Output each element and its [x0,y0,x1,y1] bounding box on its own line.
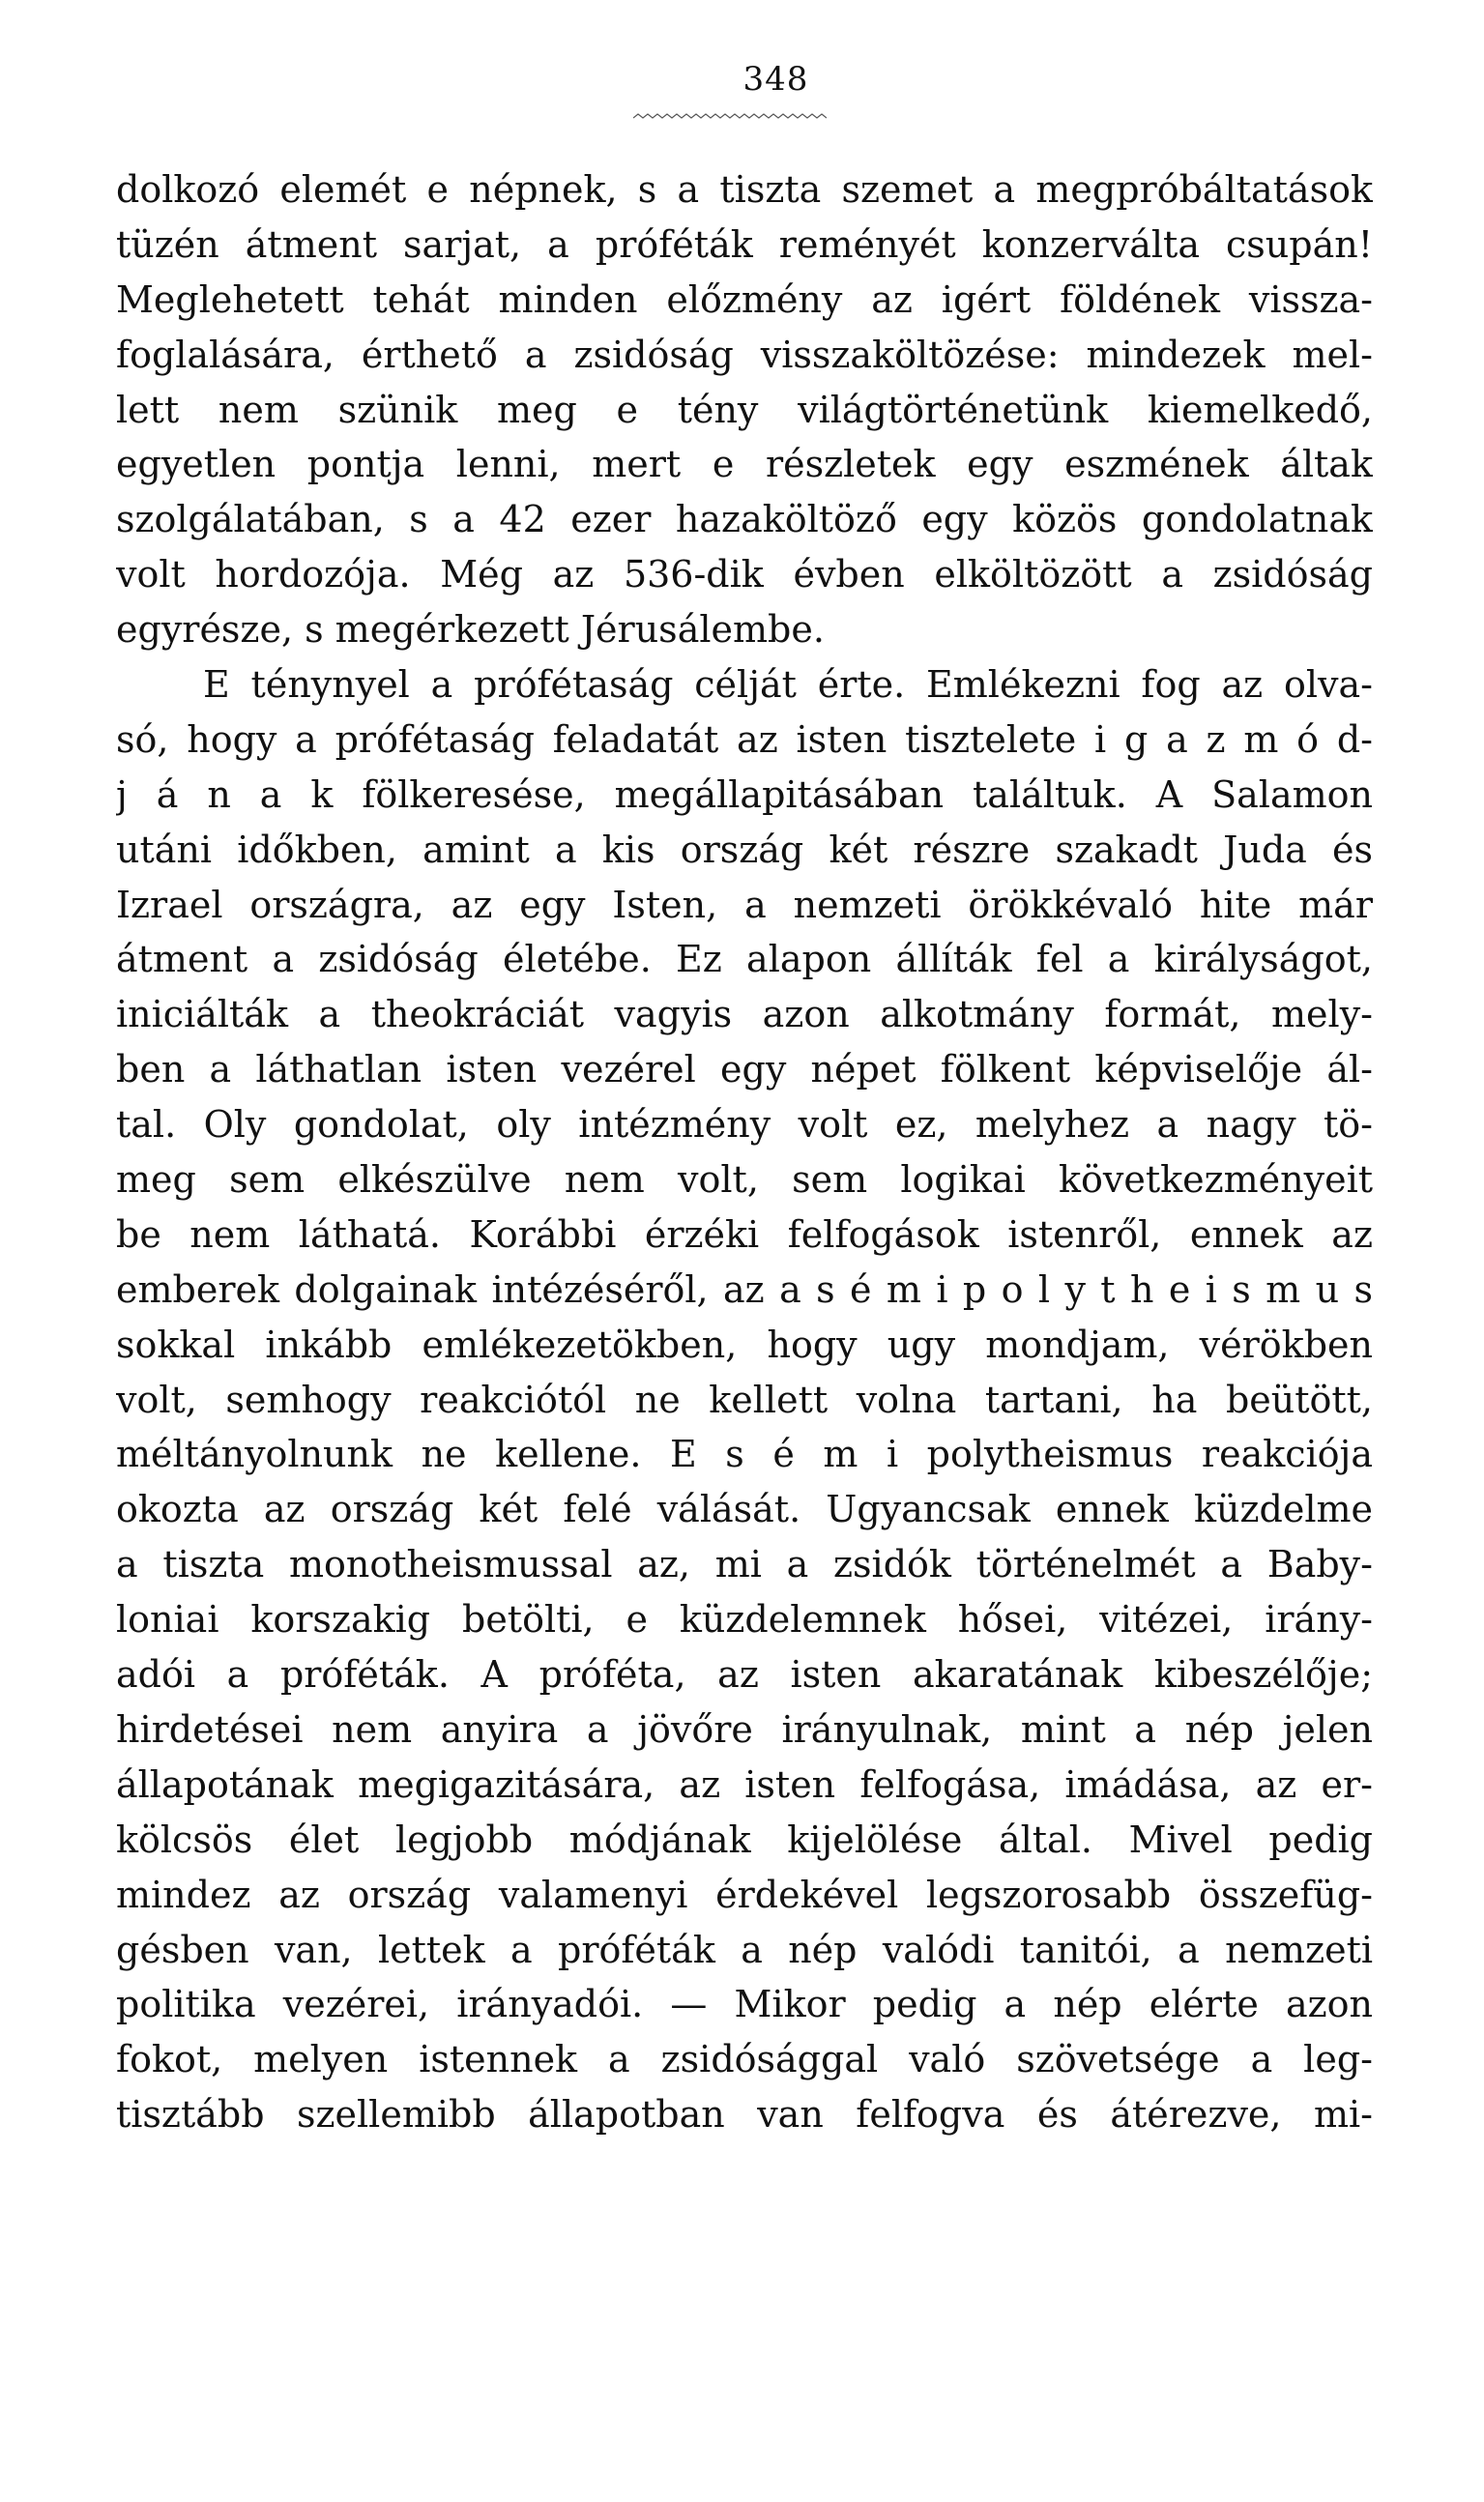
text-line: fokot, melyen istennek a zsidósággal való szövetsége a leg- [116,2038,1373,2081]
text-line: tal. Oly gondolat, oly intézmény volt ez, melyhez a nagy tö- [116,1103,1373,1147]
text-line: Izrael országra, az egy Isten, a nemzeti örökkévaló hite már [116,883,1373,926]
header-ornament [633,111,827,125]
page-number: 348 [742,60,809,99]
text-line: politika vezérei, irányadói. — Mikor pedig a nép elérte azon [116,1983,1373,2026]
page-header [0,60,1484,99]
text-line: sokkal inkább emlékezetökben, hogy ugy mondjam, vérökben [116,1323,1373,1366]
text-line: be nem láthatá. Korábbi érzéki felfogások istenről, ennek az [116,1212,1373,1256]
text-line: hirdetései nem anyira a jövőre irányulnak, mint a nép jelen [116,1707,1373,1751]
text-line: okozta az ország két felé válását. Ugyancsak ennek küzdelme [116,1488,1373,1531]
text-line: mindez az ország valamenyi érdekével legszorosabb összefüg- [116,1873,1373,1916]
text-line: j á n a k fölkeresése, megállapitásában találtuk. A Salamon [116,772,1373,816]
text-line: méltányolnunk ne kellene. E s é m i polytheismus reakciója [116,1433,1373,1476]
text-line: gésben van, lettek a próféták a nép valódi tanitói, a nemzeti [116,1928,1373,1971]
text-line: E ténynyel a prófétaság célját érte. Emlékezni fog az olva- [203,663,1373,707]
text-line: meg sem elkészülve nem volt, sem logikai következményeit [116,1158,1373,1202]
text-line: tüzén átment sarjat, a próféták reményét konzerválta csupán! [116,222,1373,266]
text-line: egyetlen pontja lenni, mert e részletek egy eszmének áltak [116,443,1373,486]
text-line: iniciálták a theokráciát vagyis azon alkotmány formát, mely- [116,993,1373,1036]
text-line: emberek dolgainak intézéséről, az a s é m i p o l y t h e i s m u s [116,1267,1373,1311]
text-line: átment a zsidóság életébe. Ez alapon állíták fel a királyságot, [116,938,1373,981]
text-line: tisztább szellemibb állapotban van felfogva és átérezve, mi- [116,2093,1373,2137]
text-line: volt hordozója. Még az 536-dik évben elköltözött a zsidóság [116,553,1373,596]
text-line: adói a próféták. A próféta, az isten akaratának kibeszélője; [116,1653,1373,1697]
text-line: foglalására, érthető a zsidóság visszaköltözése: mindezek mel- [116,333,1373,376]
text-line: egyrésze, s megérkezett Jérusálembe. [116,608,825,652]
body-text [116,162,1373,2142]
text-line: kölcsös élet legjobb módjának kijelölése által. Mivel pedig [116,1818,1373,1861]
text-line: szolgálatában, s a 42 ezer hazaköltöző egy közös gondolatnak [116,498,1373,541]
text-line: állapotának megigazitására, az isten felfogása, imádása, az er- [116,1762,1373,1806]
text-line: a tiszta monotheismussal az, mi a zsidók történelmét a Baby- [116,1543,1373,1586]
text-line: só, hogy a prófétaság feladatát az isten tisztelete i g a z m ó d- [116,717,1373,761]
text-line: dolkozó elemét e népnek, s a tiszta szemet a megpróbáltatások [116,168,1373,211]
text-line: loniai korszakig betölti, e küzdelemnek hősei, vitézei, irány- [116,1598,1373,1642]
text-line: ben a láthatlan isten vezérel egy népet fölkent képviselője ál- [116,1048,1373,1091]
text-line: lett nem szünik meg e tény világtörténetünk kiemelkedő, [116,388,1373,431]
text-line: Meglehetett tehát minden előzmény az igért földének vissza- [116,277,1373,321]
text-line: volt, semhogy reakciótól ne kellett volna tartani, ha beütött, [116,1378,1373,1421]
text-line: utáni időkben, amint a kis ország két részre szakadt Juda és [116,828,1373,871]
